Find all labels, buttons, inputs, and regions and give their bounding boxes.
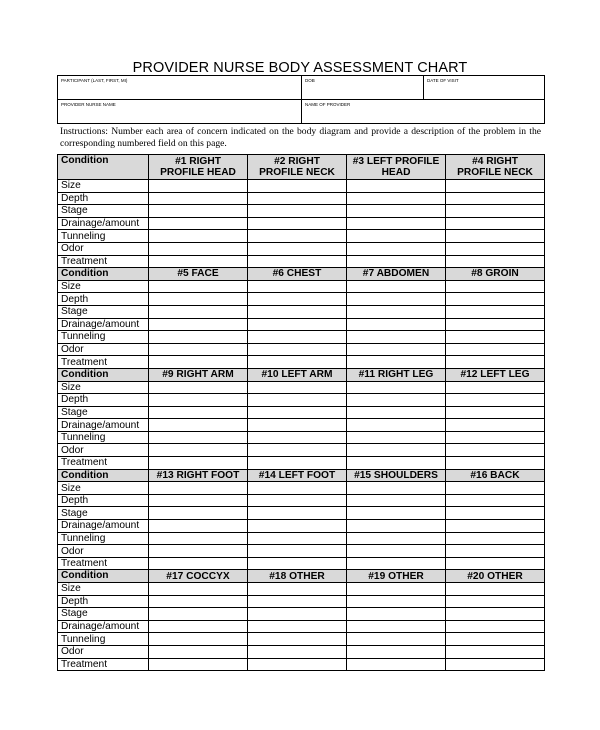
row-label: Depth: [58, 394, 149, 407]
entry-cell[interactable]: [347, 394, 446, 407]
table-row: [58, 532, 545, 545]
entry-cell[interactable]: [446, 293, 545, 306]
entry-cell[interactable]: [149, 583, 248, 596]
entry-cell[interactable]: [347, 595, 446, 608]
entry-cell[interactable]: [347, 217, 446, 230]
condition-header: Condition: [58, 469, 149, 482]
row-label: Depth: [58, 494, 149, 507]
entry-cell[interactable]: [149, 356, 248, 369]
entry-cell[interactable]: [446, 192, 545, 205]
row-label: Size: [58, 583, 149, 596]
entry-cell[interactable]: [347, 381, 446, 394]
provider-nurse-name-field[interactable]: [58, 100, 302, 124]
entry-cell[interactable]: [446, 406, 545, 419]
entry-cell[interactable]: [347, 431, 446, 444]
row-label: Size: [58, 180, 149, 193]
entry-cell[interactable]: [347, 633, 446, 646]
entry-cell[interactable]: [347, 608, 446, 621]
entry-cell[interactable]: [347, 255, 446, 268]
participant-name-field[interactable]: [58, 76, 302, 100]
entry-cell[interactable]: [149, 608, 248, 621]
entry-cell[interactable]: [248, 394, 347, 407]
entry-cell[interactable]: [446, 343, 545, 356]
entry-cell[interactable]: [446, 620, 545, 633]
entry-cell[interactable]: [347, 406, 446, 419]
entry-cell[interactable]: [347, 331, 446, 344]
entry-cell[interactable]: [446, 532, 545, 545]
entry-cell[interactable]: [446, 557, 545, 570]
entry-cell[interactable]: [149, 482, 248, 495]
table-row: [58, 356, 545, 369]
row-label: Treatment: [58, 356, 149, 369]
entry-cell[interactable]: [347, 507, 446, 520]
row-label: Size: [58, 280, 149, 293]
entry-cell[interactable]: [149, 595, 248, 608]
row-label: Size: [58, 381, 149, 394]
entry-cell[interactable]: [149, 180, 248, 193]
name-of-provider-field[interactable]: [302, 100, 545, 124]
entry-cell[interactable]: [248, 293, 347, 306]
entry-cell[interactable]: [446, 318, 545, 331]
body-area-header: #13 RIGHT FOOT: [149, 469, 248, 482]
entry-cell[interactable]: [446, 658, 545, 671]
entry-cell[interactable]: [248, 230, 347, 243]
entry-cell[interactable]: [149, 381, 248, 394]
body-area-header: #20 OTHER: [446, 570, 545, 583]
entry-cell[interactable]: [347, 494, 446, 507]
row-label: Depth: [58, 192, 149, 205]
body-area-header: #11 RIGHT LEG: [347, 368, 446, 381]
entry-cell[interactable]: [248, 583, 347, 596]
entry-cell[interactable]: [446, 205, 545, 218]
body-area-header: #9 RIGHT ARM: [149, 368, 248, 381]
entry-cell[interactable]: [446, 381, 545, 394]
entry-cell[interactable]: [149, 255, 248, 268]
condition-header: Condition: [58, 155, 149, 180]
condition-header: Condition: [58, 268, 149, 281]
entry-cell[interactable]: [149, 431, 248, 444]
entry-cell[interactable]: [149, 494, 248, 507]
entry-cell[interactable]: [446, 583, 545, 596]
entry-cell[interactable]: [446, 431, 545, 444]
table-row: [58, 620, 545, 633]
row-label: Stage: [58, 507, 149, 520]
body-area-header: #4 RIGHT PROFILE NECK: [446, 155, 545, 180]
entry-cell[interactable]: [347, 230, 446, 243]
section-header-row: [58, 268, 545, 281]
entry-cell[interactable]: [248, 507, 347, 520]
entry-cell[interactable]: [149, 532, 248, 545]
entry-cell[interactable]: [446, 633, 545, 646]
table-row: [58, 583, 545, 596]
table-row: [58, 217, 545, 230]
entry-cell[interactable]: [347, 444, 446, 457]
entry-cell[interactable]: [446, 242, 545, 255]
table-row: [58, 255, 545, 268]
entry-cell[interactable]: [446, 507, 545, 520]
entry-cell[interactable]: [347, 192, 446, 205]
table-row: [58, 482, 545, 495]
row-label: Treatment: [58, 557, 149, 570]
entry-cell[interactable]: [149, 545, 248, 558]
row-label: Depth: [58, 595, 149, 608]
entry-cell[interactable]: [446, 305, 545, 318]
row-label: Depth: [58, 293, 149, 306]
entry-cell[interactable]: [248, 205, 347, 218]
entry-cell[interactable]: [446, 331, 545, 344]
table-row: [58, 557, 545, 570]
entry-cell[interactable]: [248, 192, 347, 205]
entry-cell[interactable]: [248, 532, 347, 545]
entry-cell[interactable]: [347, 343, 446, 356]
body-area-header: #16 BACK: [446, 469, 545, 482]
entry-cell[interactable]: [446, 494, 545, 507]
entry-cell[interactable]: [149, 557, 248, 570]
entry-cell[interactable]: [446, 255, 545, 268]
row-label: Drainage/amount: [58, 217, 149, 230]
entry-cell[interactable]: [248, 356, 347, 369]
entry-cell[interactable]: [347, 242, 446, 255]
row-label: Drainage/amount: [58, 419, 149, 432]
entry-cell[interactable]: [149, 444, 248, 457]
entry-cell[interactable]: [149, 394, 248, 407]
body-assessment-grid: [57, 154, 545, 671]
entry-cell[interactable]: [446, 280, 545, 293]
entry-cell[interactable]: [347, 457, 446, 470]
page-title: PROVIDER NURSE BODY ASSESSMENT CHART: [132, 60, 468, 76]
entry-cell[interactable]: [248, 419, 347, 432]
entry-cell[interactable]: [347, 658, 446, 671]
table-row: [58, 318, 545, 331]
body-area-header: #7 ABDOMEN: [347, 268, 446, 281]
row-label: Drainage/amount: [58, 620, 149, 633]
row-label: Drainage/amount: [58, 318, 149, 331]
table-row: [58, 180, 545, 193]
row-label: Odor: [58, 545, 149, 558]
section-header-row: [58, 368, 545, 381]
table-row: [58, 343, 545, 356]
body-area-header: #5 FACE: [149, 268, 248, 281]
table-row: [58, 494, 545, 507]
entry-cell[interactable]: [347, 645, 446, 658]
section-header-row: [58, 469, 545, 482]
provider-nurse-name-label: PROVIDER NURSE NAME: [61, 102, 116, 107]
entry-cell[interactable]: [347, 205, 446, 218]
entry-cell[interactable]: [149, 331, 248, 344]
table-row: [58, 293, 545, 306]
table-row: [58, 545, 545, 558]
row-label: Stage: [58, 205, 149, 218]
entry-cell[interactable]: [149, 305, 248, 318]
table-row: [58, 457, 545, 470]
entry-cell[interactable]: [149, 230, 248, 243]
entry-cell[interactable]: [248, 318, 347, 331]
row-label: Treatment: [58, 255, 149, 268]
entry-cell[interactable]: [149, 217, 248, 230]
row-label: Stage: [58, 406, 149, 419]
row-label: Size: [58, 482, 149, 495]
entry-cell[interactable]: [248, 444, 347, 457]
participant-info-table: [57, 75, 545, 124]
body-area-header: #6 CHEST: [248, 268, 347, 281]
entry-cell[interactable]: [149, 419, 248, 432]
entry-cell[interactable]: [248, 431, 347, 444]
entry-cell[interactable]: [149, 343, 248, 356]
entry-cell[interactable]: [347, 305, 446, 318]
body-area-header: #15 SHOULDERS: [347, 469, 446, 482]
entry-cell[interactable]: [248, 331, 347, 344]
entry-cell[interactable]: [248, 457, 347, 470]
section-header-row: [58, 155, 545, 180]
entry-cell[interactable]: [446, 482, 545, 495]
row-label: Tunneling: [58, 532, 149, 545]
entry-cell[interactable]: [248, 658, 347, 671]
name-of-provider-label: NAME OF PROVIDER: [305, 102, 351, 107]
entry-cell[interactable]: [149, 520, 248, 533]
entry-cell[interactable]: [347, 318, 446, 331]
entry-cell[interactable]: [446, 457, 545, 470]
entry-cell[interactable]: [446, 356, 545, 369]
body-area-header: #1 RIGHT PROFILE HEAD: [149, 155, 248, 180]
entry-cell[interactable]: [248, 545, 347, 558]
entry-cell[interactable]: [149, 406, 248, 419]
entry-cell[interactable]: [446, 608, 545, 621]
entry-cell[interactable]: [248, 280, 347, 293]
table-row: [58, 230, 545, 243]
table-row: [58, 280, 545, 293]
date-of-visit-field[interactable]: [424, 76, 545, 100]
entry-cell[interactable]: [347, 280, 446, 293]
row-label: Treatment: [58, 658, 149, 671]
entry-cell[interactable]: [446, 230, 545, 243]
table-row: [58, 444, 545, 457]
entry-cell[interactable]: [248, 180, 347, 193]
entry-cell[interactable]: [149, 280, 248, 293]
row-label: Odor: [58, 645, 149, 658]
row-label: Tunneling: [58, 431, 149, 444]
table-row: [58, 419, 545, 432]
table-row: [58, 406, 545, 419]
entry-cell[interactable]: [347, 520, 446, 533]
entry-cell[interactable]: [248, 520, 347, 533]
table-row: [58, 520, 545, 533]
table-row: [58, 394, 545, 407]
entry-cell[interactable]: [248, 645, 347, 658]
table-row: [58, 633, 545, 646]
entry-cell[interactable]: [446, 180, 545, 193]
table-row: [58, 658, 545, 671]
condition-header: Condition: [58, 570, 149, 583]
dob-field[interactable]: [302, 76, 424, 100]
table-row: [58, 608, 545, 621]
entry-cell[interactable]: [149, 645, 248, 658]
entry-cell[interactable]: [248, 242, 347, 255]
entry-cell[interactable]: [248, 494, 347, 507]
row-label: Stage: [58, 305, 149, 318]
body-area-header: #12 LEFT LEG: [446, 368, 545, 381]
table-row: [58, 645, 545, 658]
entry-cell[interactable]: [347, 419, 446, 432]
entry-cell[interactable]: [248, 381, 347, 394]
row-label: Drainage/amount: [58, 520, 149, 533]
entry-cell[interactable]: [347, 557, 446, 570]
entry-cell[interactable]: [446, 645, 545, 658]
entry-cell[interactable]: [347, 482, 446, 495]
entry-cell[interactable]: [248, 406, 347, 419]
entry-cell[interactable]: [446, 520, 545, 533]
entry-cell[interactable]: [248, 217, 347, 230]
table-row: [58, 507, 545, 520]
row-label: Stage: [58, 608, 149, 621]
entry-cell[interactable]: [248, 595, 347, 608]
row-label: Tunneling: [58, 230, 149, 243]
table-row: [58, 242, 545, 255]
entry-cell[interactable]: [149, 192, 248, 205]
table-row: [58, 381, 545, 394]
row-label: Treatment: [58, 457, 149, 470]
entry-cell[interactable]: [149, 620, 248, 633]
entry-cell[interactable]: [347, 583, 446, 596]
entry-cell[interactable]: [347, 532, 446, 545]
body-area-header: #10 LEFT ARM: [248, 368, 347, 381]
entry-cell[interactable]: [347, 293, 446, 306]
body-area-header: #8 GROIN: [446, 268, 545, 281]
entry-cell[interactable]: [149, 318, 248, 331]
participant-name-label: PARTICIPANT (LAST, FIRST, MI): [61, 78, 128, 83]
entry-cell[interactable]: [149, 633, 248, 646]
entry-cell[interactable]: [149, 293, 248, 306]
table-row: [58, 205, 545, 218]
entry-cell[interactable]: [149, 205, 248, 218]
section-header-row: [58, 570, 545, 583]
body-area-header: #3 LEFT PROFILE HEAD: [347, 155, 446, 180]
entry-cell[interactable]: [347, 356, 446, 369]
entry-cell[interactable]: [248, 255, 347, 268]
entry-cell[interactable]: [446, 394, 545, 407]
entry-cell[interactable]: [149, 242, 248, 255]
entry-cell[interactable]: [149, 658, 248, 671]
dob-label: DOB: [305, 78, 315, 83]
row-label: Odor: [58, 343, 149, 356]
body-area-header: #2 RIGHT PROFILE NECK: [248, 155, 347, 180]
entry-cell[interactable]: [446, 545, 545, 558]
entry-cell[interactable]: [446, 595, 545, 608]
entry-cell[interactable]: [248, 608, 347, 621]
entry-cell[interactable]: [248, 633, 347, 646]
entry-cell[interactable]: [347, 180, 446, 193]
entry-cell[interactable]: [248, 557, 347, 570]
body-area-header: #14 LEFT FOOT: [248, 469, 347, 482]
table-row: [58, 431, 545, 444]
body-area-header: #18 OTHER: [248, 570, 347, 583]
table-row: [58, 192, 545, 205]
row-label: Odor: [58, 444, 149, 457]
entry-cell[interactable]: [248, 305, 347, 318]
table-row: [58, 305, 545, 318]
entry-cell[interactable]: [248, 343, 347, 356]
row-label: Tunneling: [58, 633, 149, 646]
entry-cell[interactable]: [149, 457, 248, 470]
entry-cell[interactable]: [446, 444, 545, 457]
row-label: Tunneling: [58, 331, 149, 344]
row-label: Odor: [58, 242, 149, 255]
entry-cell[interactable]: [248, 482, 347, 495]
body-area-header: #19 OTHER: [347, 570, 446, 583]
entry-cell[interactable]: [347, 545, 446, 558]
table-row: [58, 331, 545, 344]
entry-cell[interactable]: [347, 620, 446, 633]
entry-cell[interactable]: [446, 217, 545, 230]
condition-header: Condition: [58, 368, 149, 381]
instructions-text: Instructions: Number each area of concern indicated on the body diagram and provide a description of the problem in the corresponding numbered field on this page.: [60, 126, 541, 149]
body-area-header: #17 COCCYX: [149, 570, 248, 583]
entry-cell[interactable]: [149, 507, 248, 520]
entry-cell[interactable]: [248, 620, 347, 633]
table-row: [58, 595, 545, 608]
date-of-visit-label: DATE OF VISIT: [427, 78, 459, 83]
entry-cell[interactable]: [446, 419, 545, 432]
